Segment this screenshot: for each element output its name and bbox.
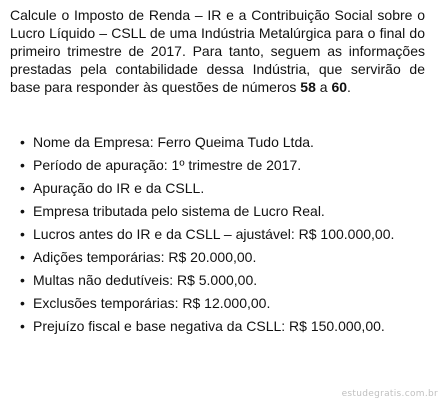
bullet-icon: • xyxy=(20,295,25,311)
list-item-text: Apuração do IR e da CSLL. xyxy=(33,180,205,196)
list-item-tax-loss xyxy=(20,318,400,335)
company-info-list xyxy=(20,134,400,341)
bullet-icon: • xyxy=(20,249,25,265)
list-item-company-name xyxy=(20,134,400,151)
list-item-exclusions xyxy=(20,295,400,312)
list-item-text: Nome da Empresa: Ferro Queima Tudo Ltda. xyxy=(33,134,314,150)
list-item-text: Adições temporárias: R$ 20.000,00. xyxy=(33,249,257,265)
intro-text: Calcule o Imposto de Renda – IR e a Contribuição Social sobre o Lucro Líquido – CSLL de uma Indústria Metalúrgica para o final do primeiro trimestre de 2017. Para tanto, seguem as informações prestadas pela contabilidade dessa Indústria, que servirão de base para responder às questões de números xyxy=(10,7,425,95)
list-item-profit xyxy=(20,226,400,243)
list-item-additions xyxy=(20,249,400,266)
intro-period: . xyxy=(347,79,351,95)
bullet-icon: • xyxy=(20,226,25,242)
bullet-icon: • xyxy=(20,272,25,288)
question-start-number: 58 xyxy=(300,79,316,95)
intro-connector: a xyxy=(315,79,332,95)
list-item-text: Prejuízo fiscal e base negativa da CSLL: R$ 150.000,00. xyxy=(33,318,385,334)
watermark-text: estudegratis.com.br xyxy=(341,389,438,399)
question-end-number: 60 xyxy=(331,79,348,95)
list-item-text: Empresa tributada pelo sistema de Lucro Real. xyxy=(33,203,325,219)
intro-paragraph xyxy=(10,6,425,96)
list-item-fines xyxy=(20,272,400,289)
list-item-tax-system xyxy=(20,203,400,220)
document-body xyxy=(10,6,425,96)
list-item-text: Multas não dedutíveis: R$ 5.000,00. xyxy=(33,272,258,288)
list-item-text: Exclusões temporárias: R$ 12.000,00. xyxy=(33,295,271,311)
bullet-icon: • xyxy=(20,157,25,173)
bullet-icon: • xyxy=(20,134,25,150)
list-item-text: Período de apuração: 1º trimestre de 2017. xyxy=(33,157,302,173)
bullet-icon: • xyxy=(20,318,25,334)
list-item-period xyxy=(20,157,400,174)
list-item-apuracao xyxy=(20,180,400,197)
list-item-text: Lucros antes do IR e da CSLL – ajustável: R$ 100.000,00. xyxy=(33,226,395,242)
bullet-icon: • xyxy=(20,203,25,219)
bullet-icon: • xyxy=(20,180,25,196)
